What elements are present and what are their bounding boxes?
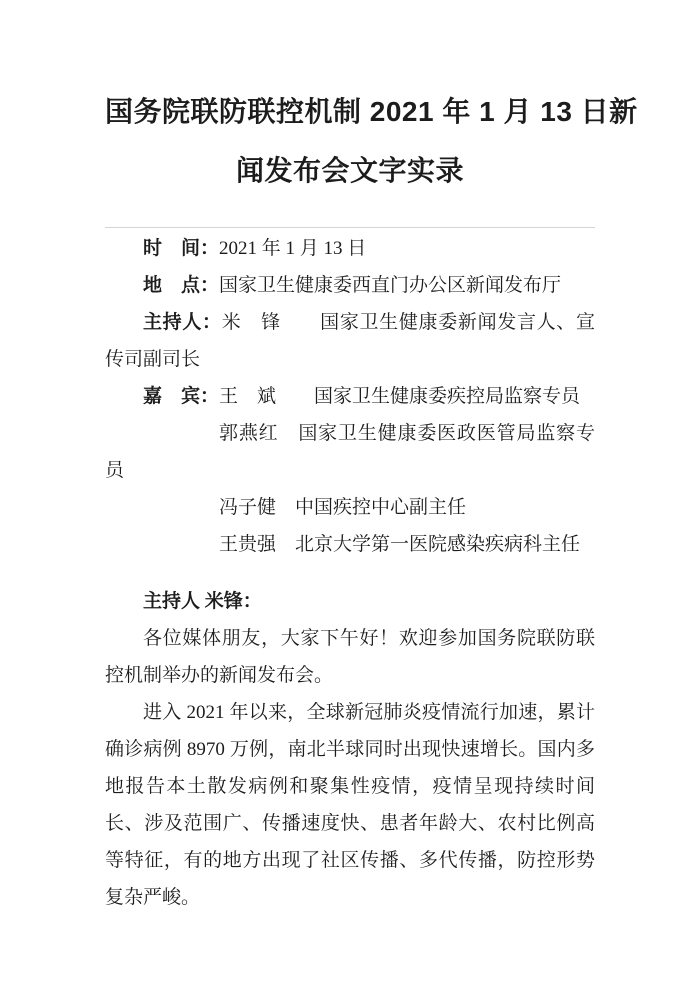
document-title bbox=[105, 0, 638, 200]
transcript-paragraph-1: 各位媒体朋友，大家下午好！欢迎参加国务院联防联控机制举办的新闻发布会。 bbox=[105, 628, 595, 686]
meta-value-time: 2021 年 1 月 13 日 bbox=[219, 238, 367, 259]
meta-value-guest-1: 王 斌 国家卫生健康委疾控局监察专员 bbox=[219, 386, 581, 407]
meta-value-location: 国家卫生健康委西直门办公区新闻发布厅 bbox=[219, 275, 562, 296]
meta-label-guests: 嘉 宾： bbox=[143, 386, 220, 407]
guest-line-4: 王贵强 北京大学第一医院感染疾病科主任 bbox=[219, 534, 581, 555]
title-line-1: 国务院联防联控机制 2021 年 1 月 13 日新 bbox=[105, 96, 638, 127]
transcript-paragraph-2: 进入 2021 年以来，全球新冠肺炎疫情流行加速，累计确诊病例 8970 万例，南北半球同时出现快速增长。国内多地报告本土散发病例和聚集性疫情，疫情呈现持续时间长、涉及范围广、传播速度快、患者年龄大、农村比例高等特征，有的地方出现了社区传播、多代传播，防控形势复杂严峻。 bbox=[105, 702, 595, 908]
speaker-heading: 主持人 米锋： bbox=[143, 591, 262, 612]
meta-label-host: 主持人： bbox=[143, 312, 222, 333]
transcript-section bbox=[105, 583, 595, 916]
meta-row-time bbox=[105, 230, 595, 267]
meta-label-time: 时 间： bbox=[143, 238, 220, 259]
meta-row-host bbox=[105, 304, 595, 378]
meta-row-location bbox=[105, 267, 595, 304]
title-line-2: 闻发布会文字实录 bbox=[235, 155, 464, 186]
guest-line-2: 郭燕红 国家卫生健康委医政医管局监察专员 bbox=[105, 423, 595, 481]
guest-line-3: 冯子健 中国疾控中心副主任 bbox=[219, 497, 467, 518]
meta-label-location: 地 点： bbox=[143, 275, 220, 296]
meta-value-host: 米 锋 国家卫生健康委新闻发言人、宣传司副司长 bbox=[105, 312, 595, 370]
title-divider bbox=[105, 227, 595, 228]
meta-row-guests bbox=[105, 378, 595, 415]
meta-section bbox=[105, 230, 595, 563]
